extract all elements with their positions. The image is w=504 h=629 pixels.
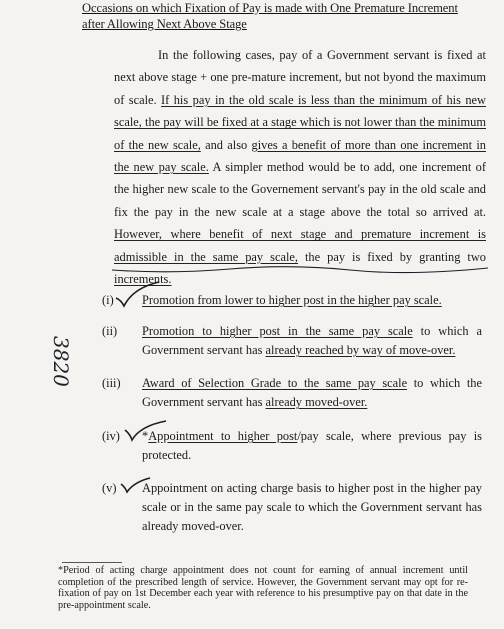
list-item-text: /pay scale, where previous pay is protected.: [142, 429, 482, 462]
list-item-number: (iv): [102, 429, 120, 443]
footnote-text: *Period of acting charge appointment does not count for earning of annual increment until completion of the prescribed length of service. However, the Government servant may opt for re-fixation of pay on 1st December each year with reference to his presumptive pay on that date in the pre-appointment scale.: [58, 565, 468, 611]
list-item-number: (ii): [102, 324, 118, 338]
footnote-divider: [62, 562, 122, 563]
check-mark-icon: [122, 418, 172, 448]
paragraph-underlined-segment-4: increments.: [114, 272, 172, 287]
list-item-text-underlined: Promotion to higher post in the same pay scale: [142, 324, 413, 338]
paragraph-segment-4: the pay is fixed by granting two: [297, 249, 486, 264]
list-item-text-underlined: already reached by way of move-over.: [265, 343, 456, 357]
paragraph-segment-3: A simpler method would be to add, one increment of the higher new scale to the Governement servant's pay in the old scale and fix the pay in the new scale at a stage above the total so arrived at.: [114, 160, 487, 219]
list-item-number: (v): [102, 481, 117, 495]
list-item-ii: [102, 322, 482, 360]
heading-line1-plain: Occasions on which Fixation of Pay is: [82, 1, 276, 15]
paragraph-underlined-segment-1: If his pay in the old scale is less than the minimum of his new scale, the pay will be fixed at a stage which is not lower than the minimum of the new scale,: [114, 92, 486, 152]
list-item-number: (i): [102, 293, 114, 307]
list-item-text: to which the Government servant has: [142, 376, 482, 409]
list-item-text: to which a Government servant has: [142, 324, 482, 357]
paragraph-segment-2: and also: [200, 137, 252, 152]
paragraph-underlined-segment-2: gives a benefit of more than one increment in the new pay scale.: [114, 137, 486, 175]
margin-handwritten-note: [28, 330, 73, 440]
paragraph-underlined-segment-3: However, where benefit of next stage and premature increment is admissible in the same pay scale,: [114, 227, 486, 264]
heading-line2-underlined: after Allowing Next Above Stage: [82, 17, 247, 31]
list-item-text: Appointment on acting charge basis to higher post in the higher pay scale or in the same pay scale to which the Government servant has already moved-over.: [142, 481, 482, 533]
pen-underline-wave: [110, 262, 490, 276]
margin-note-text: 3820: [49, 336, 73, 387]
list-item-asterisk: *: [142, 429, 149, 443]
list-item-iii: [102, 374, 482, 412]
check-mark-icon: [113, 280, 163, 310]
list-item-text-underlined: Appointment to higher post: [148, 429, 298, 443]
footnote: [58, 565, 468, 611]
list-item-text-underlined: Award of Selection Grade to the same pay scale: [142, 376, 408, 390]
list-item-number: (iii): [102, 376, 121, 390]
list-item-text: Promotion from lower to higher post in the higher pay scale.: [142, 293, 442, 307]
main-paragraph: [114, 44, 486, 290]
heading-line1-underlined: made with One Premature Increment: [275, 1, 458, 15]
check-mark-icon: [118, 470, 168, 500]
paragraph-segment-1: In the following cases, pay of a Government servant is fixed at next above stage + one pre-mature increment, but not byond the maximum of scale.: [114, 48, 486, 107]
section-heading: [82, 0, 498, 32]
list-item-text-underlined: already moved-over.: [265, 395, 368, 409]
